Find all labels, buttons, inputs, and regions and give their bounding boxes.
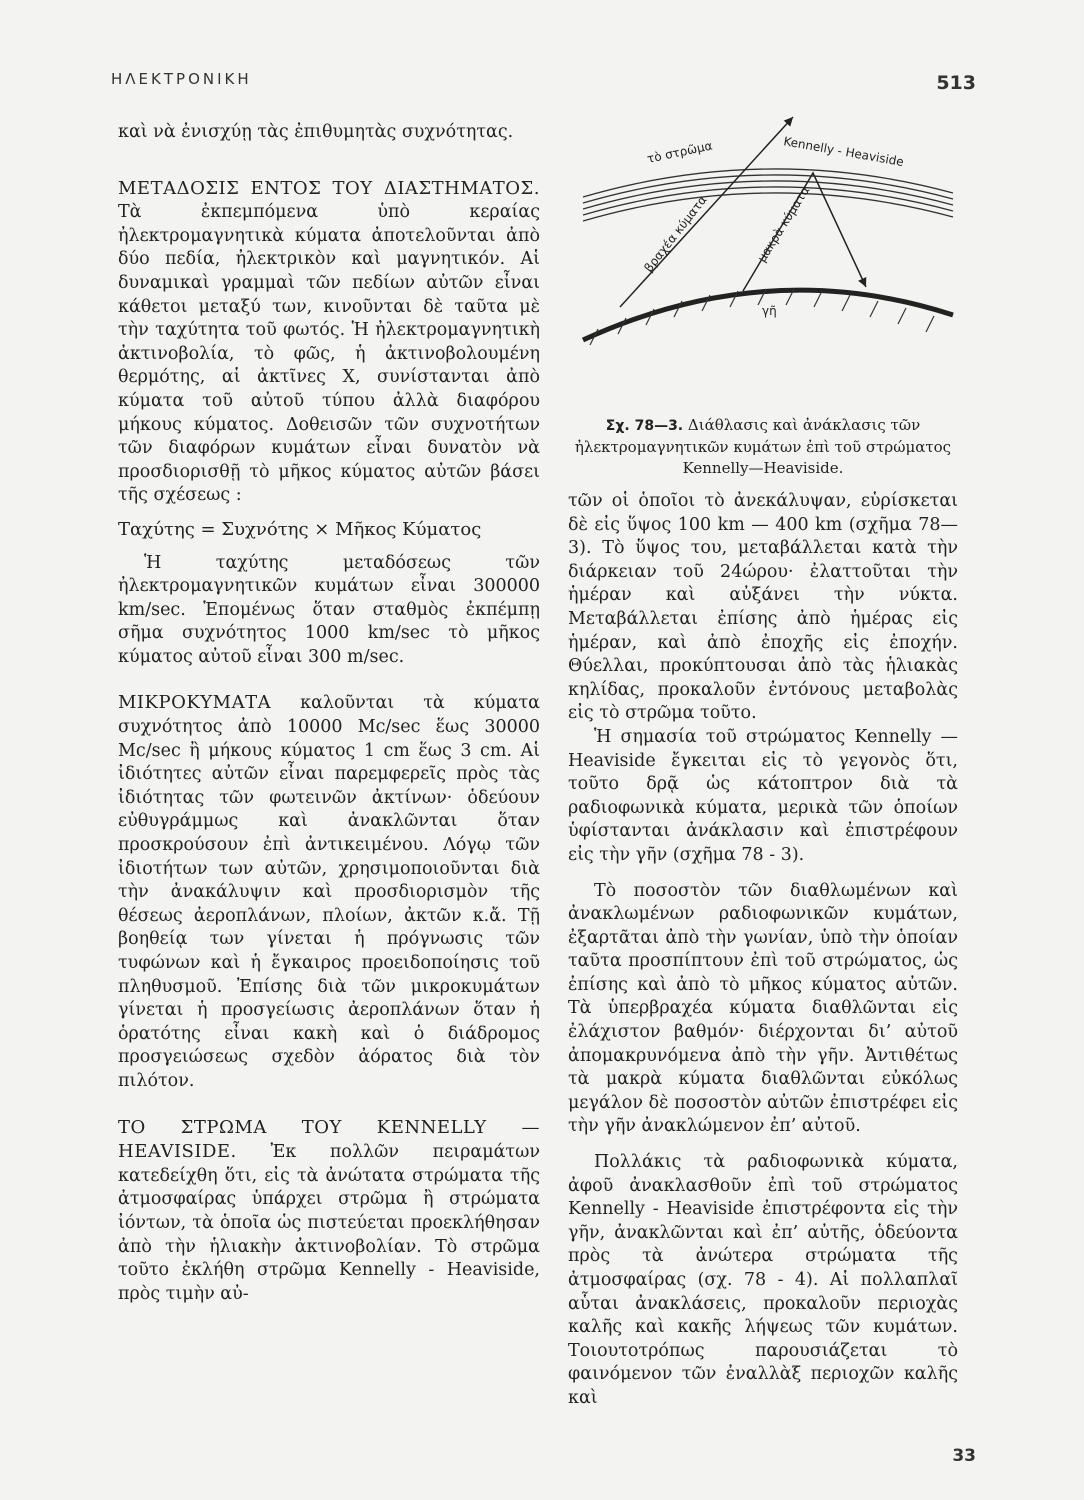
- page-number: 513: [936, 72, 976, 94]
- label-long-waves: μακρὰ κύματα: [754, 183, 813, 265]
- section-heading-kennelly: ΤΟ ΣΤΡΩΜΑ ΤΟΥ KENNELLY — HEAVISIDE.: [118, 1116, 540, 1163]
- section-heading-transmission: ΜΕΤΑΔΟΣΙΣ ΕΝΤΟΣ ΤΟΥ ΔΙΑΣΤΗΜΑΤΟΣ.: [118, 177, 540, 199]
- paragraph-kennelly-body: Ἐκ πολλῶν πειραμάτων κατεδείχθη ὅτι, εἰς τὰ ἀνώτατα στρώματα τῆς ἀτμοσφαίρας ὑπάρχει στρῶμα ἢ στρώματα ἰόντων, τὰ ὁποῖα ὡς πιστεύεται προεκλήθησαν ἀπὸ τὴν ἡλιακὴν ἀκτινοβολίαν. Τὸ στρῶμα τοῦτο ἐκλήθη στρῶμα Kennelly - Heaviside, πρὸς τιμὴν αὐ-: [118, 1142, 540, 1304]
- paragraph-percentage: Τὸ ποσοστὸν τῶν διαθλωμένων καὶ ἀνακλωμένων ραδιοφωνικῶν κυμάτων, ἐξαρτᾶται ἀπὸ τὴν γωνίαν, ὑπὸ τὴν ὁποίαν ταῦτα προσπίπτουν ἐπὶ τοῦ στρώματος, ὡς ἐπίσης καὶ ἀπὸ τὸ μῆκος κύματος αὐτῶν. Τὰ ὑπερβραχέα κύματα διαθλῶνται εἰς ἐλάχιστον βαθμόν· διέρχονται δι’ αὐτοῦ ἀπομακρυνόμενα ἀπὸ τὴν γῆν. Ἀντιθέτως τὰ μακρὰ κύματα διαθλῶνται εὐκόλως μεγάλον δὲ ποσοστὸν αὐτῶν ἐπιστρέφει εἰς τὴν γῆν ἀνακλώμενον ἐπ’ αὐτοῦ.: [568, 880, 958, 1137]
- paragraph-transmission-body: Τὰ ἐκπεμπόμενα ὑπὸ κεραίας ἠλεκτρομαγνητικὰ κύματα ἀποτελοῦνται ἀπὸ δύο πεδία, ἠλεκτρικὸν καὶ μαγνητικόν. Αἱ δυναμικαὶ γραμμαὶ τῶν πεδίων αὐτῶν εἶναι κάθετοι μεταξύ των, κινοῦνται δὲ ταῦτα μὲ τὴν ταχύτητα τοῦ φωτός. Ἡ ἠλεκτρομαγνητικὴ ἀκτινοβολία, τὸ φῶς, ἡ ἀκτινοβολουμένη θερμότης, αἱ ἀκτῖνες Χ, συνίστανται ἀπὸ κύματα τοῦ αὐτοῦ τύπου ἀλλὰ διαφόρου μήκους κύματος. Δοθεισῶν τῶν συχνοτήτων τῶν διαφόρων κυμάτων εἶναι δυνατὸν νὰ προσδιορισθῇ τὸ μῆκος κύματος αὐτῶν βάσει τῆς σχέσεως :: [118, 202, 540, 506]
- signature-number: 33: [952, 1446, 976, 1466]
- figure-caption-label: Σχ. 78—3.: [605, 418, 684, 434]
- right-column: [568, 490, 958, 1411]
- paragraph-multiple-reflections: Πολλάκις τὰ ραδιοφωνικὰ κύματα, ἀφοῦ ἀνακλασθοῦν ἐπὶ τοῦ στρώματος Kennelly - Heaviside ἐπιστρέφοντα εἰς τὴν γῆν, ἀνακλῶνται καὶ ἐπ’ αὐτῆς, ὁδεύοντα πρὸς τὰ ἀνώτερα στρώματα τῆς ἀτμοσφαίρας (σχ. 78 - 4). Αἱ πολλαπλαῖ αὗται ἀνακλάσεις, προκαλοῦν περιοχὰς καλῆς καὶ κακῆς λήψεως τῶν κυμάτων. Τοιουτοτρόπως παρουσιάζεται τὸ φαινόμενον τῶν ἐναλλὰξ περιοχῶν καλῆς καὶ: [568, 1152, 958, 1408]
- label-earth: γῆ: [762, 304, 777, 318]
- paragraph-continuation: καὶ νὰ ἐνισχύῃ τὰς ἐπιθυμητὰς συχνότητας.: [118, 122, 514, 142]
- label-kennelly-heaviside: Kennelly - Heaviside: [782, 134, 905, 170]
- paragraph-significance: Ἡ σημασία τοῦ στρώματος Kennelly —Heaviside ἔγκειται εἰς τὸ γεγονὸς ὅτι, τοῦτο δρᾷ ὡς κάτοπτρον διὰ τὰ ραδιοφωνικὰ κύματα, μερικὰ τῶν ὁποίων ὑφίστανται ἀνάκλασιν καὶ ἐπιστρέφουν εἰς τὴν γῆν (σχῆμα 78 - 3).: [568, 726, 958, 865]
- paragraph-kennelly: [118, 1116, 540, 1307]
- paragraph-microwaves: [118, 691, 540, 1093]
- running-header-section: ΗΛΕΚΤΡΟΝΙΚΗ: [111, 70, 252, 88]
- paragraph-transmission: [118, 177, 540, 508]
- paragraph-speed: Ἡ ταχύτης μεταδόσεως τῶν ἠλεκτρομαγνητικῶν κυμάτων εἶναι 300000 km/sec. Ἑπομένως ὅταν σταθμὸς ἐκπέμπῃ σῆμα συχνότητος 1000 km/sec τὸ μῆκος κύματος αὐτοῦ εἶναι 300 m/sec.: [118, 552, 540, 667]
- label-short-waves: βραχέα κύματα: [641, 192, 710, 275]
- layer-line: [583, 193, 953, 221]
- layer-line: [583, 187, 953, 215]
- paragraph-height: τῶν οἱ ὁποῖοι τὸ ἀνεκάλυψαν, εὑρίσκεται δὲ εἰς ὕψος 100 km — 400 km (σχῆμα 78—3). Τὸ ὕψος του, μεταβάλλεται κατὰ τὴν διάρκειαν τοῦ 24ώρου· ἐλαττοῦται τὴν ἡμέραν καὶ αὐξάνει τὴν νύκτα. Μεταβάλλεται ἐπίσης ἀπὸ ἡμέρας εἰς ἡμέραν, καὶ ἀπὸ ἐποχῆς εἰς ἐποχήν. Θύελλαι, προκύπτουσαι ἀπὸ τὰς ἡλιακὰς κηλίδας, προκαλοῦν ἐντόνους μεταβολὰς εἰς τὸ στρῶμα τοῦτο.: [568, 491, 958, 724]
- figure-kennelly-heaviside-diagram: [578, 115, 958, 350]
- paragraph-microwaves-body: καλοῦνται τὰ κύματα συχνότητος ἀπὸ 10000 Mc/sec ἕως 30000 Mc/sec ἢ μήκους κύματος 1 cm ἕως 3 cm. Αἱ ἰδιότητες αὐτῶν εἶναι παρεμφερεῖς πρὸς τὰς ἰδιότητας τῶν φωτεινῶν ἀκτίνων· ὁδεύουν εὐθυγράμμως καὶ ἀνακλῶνται ὅταν προσκρούσουν ἐπὶ ἀντικειμένου. Λόγῳ τῶν ἰδιοτήτων των αὐτῶν, χρησιμοποιοῦνται διὰ τὴν ἀνακάλυψιν καὶ προσδιορισμὸν τῆς θέσεως ἀεροπλάνων, πλοίων, ἀκτῶν κ.ἄ. Τῇ βοηθείᾳ των γίνεται ἡ πρόγνωσις τῶν τυφώνων καὶ ἡ ἔγκαιρος προειδοποίησις τοῦ πληθυσμοῦ. Ἐπίσης διὰ τῶν μικροκυμάτων γίνεται ἡ προσγείωσις ἀεροπλάνων ὅταν ἡ ὁρατότης εἶναι κακὴ καὶ ὁ διάδρομος προσγειώσεως σχεδὸν ἀόρατος διὰ τὸν πιλότον.: [118, 693, 540, 1091]
- figure-caption: [568, 415, 958, 479]
- section-heading-microwaves: ΜΙΚΡΟΚΥΜΑΤΑ: [118, 692, 272, 714]
- label-layer: τὸ στρῶμα: [645, 138, 714, 166]
- speed-formula: Ταχύτης = Συχνότης × Μῆκος Κύματος: [118, 518, 482, 540]
- figure-caption-text: Διάθλασις καὶ ἀνάκλασις τῶν ἠλεκτρομαγνητικῶν κυμάτων ἐπὶ τοῦ στρώματος Kennelly—Heaviside.: [574, 416, 952, 477]
- left-column: [118, 121, 540, 1306]
